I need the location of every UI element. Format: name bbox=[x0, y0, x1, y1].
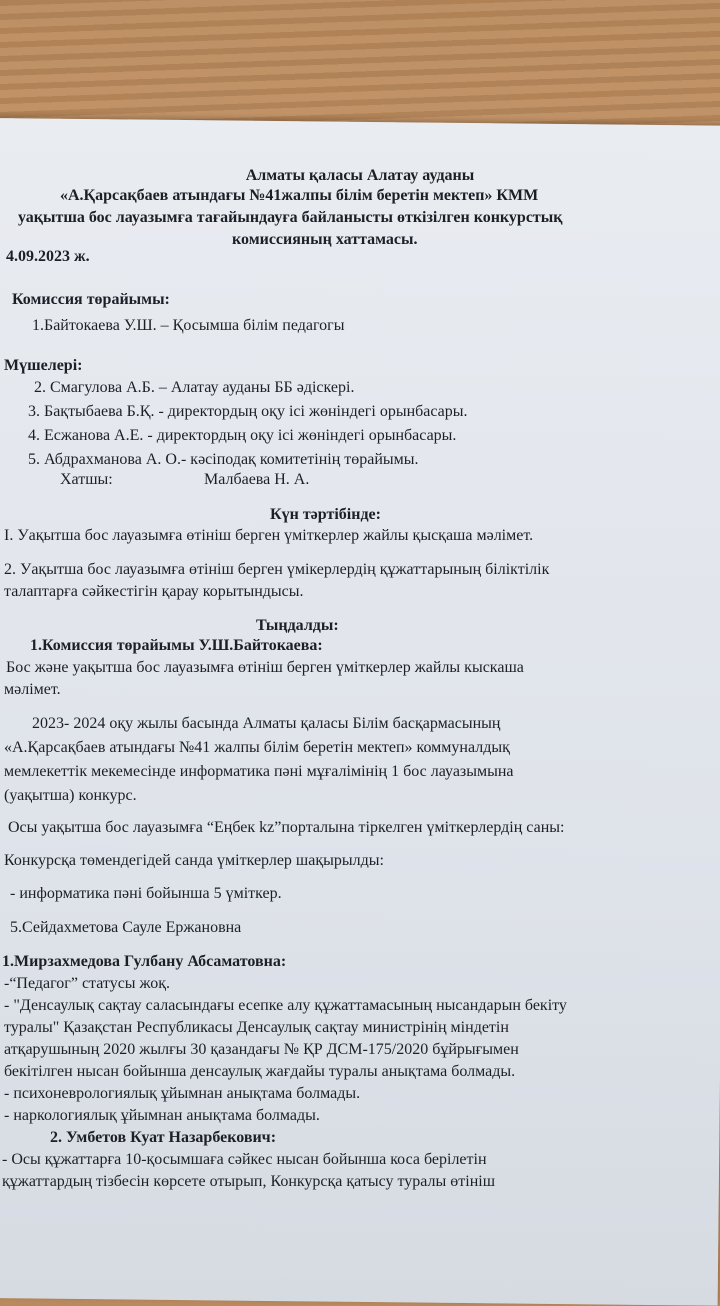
agenda-heading: Күн тәртібінде: bbox=[270, 506, 381, 523]
secretary-label: Хатшы: bbox=[60, 471, 113, 488]
member-item: 2. Смагулова А.Б. – Алатау ауданы ББ әдіскері. bbox=[34, 379, 355, 396]
header-line-3: уақытша бос лауазымға тағайындауға байланысты өткізілген конкурстық bbox=[18, 209, 563, 226]
member-item: 3. Бақтыбаева Б.Қ. - директордың оқу ісі жөніндегі орынбасары. bbox=[28, 403, 468, 420]
registered-count-line: Осы уақытша бос лауазымға “Еңбек kz”порталына тіркелген үміткерлердің саны: bbox=[8, 819, 565, 836]
heard-paragraph-line-2: «А.Қарсақбаев атындағы №41 жалпы білім беретін мектеп» коммуналдық bbox=[4, 739, 510, 756]
document-date: 4.09.2023 ж. bbox=[6, 248, 90, 265]
agenda-item-1: I. Уақытша бос лауазымға өтініш берген үміткерлер жайлы қысқаша мәлімет. bbox=[4, 527, 534, 544]
heard-paragraph-line-1: 2023- 2024 оқу жылы басында Алматы қаласы Білім басқармасының bbox=[32, 715, 501, 732]
candidate-1-line: туралы" Қазақстан Республикасы Денсаулық сақтау министрінің міндетін bbox=[4, 1019, 509, 1036]
members-heading: Мүшелері: bbox=[4, 357, 83, 374]
candidate-2-name: 2. Умбетов Куат Назарбекович: bbox=[50, 1129, 277, 1146]
candidate-2-line: құжаттардың тізбесін көрсете отырып, Конкурсқа қатысу туралы өтініш bbox=[2, 1173, 496, 1190]
candidate-1-line: атқарушының 2020 жылғы 30 қазандағы № ҚР ДСМ-175/2020 бұйрығымен bbox=[4, 1041, 519, 1058]
secretary-name: Малбаева Н. А. bbox=[204, 471, 310, 488]
candidate-1-line: - "Денсаулық сақтау саласындағы есепке алу құжаттамасының нысандарын бекіту bbox=[4, 997, 567, 1014]
invited-line: Конкурсқа төмендегідей санда үміткерлер шақырылды: bbox=[4, 852, 384, 869]
agenda-item-2-line-1: 2. Уақытша бос лауазымға өтініш берген үмікерлердің құжаттарының біліктілік bbox=[4, 561, 550, 578]
chair-name: 1.Байтокаева У.Ш. – Қосымша білім педагогы bbox=[32, 317, 345, 334]
header-line-2: «А.Қарсақбаев атындағы №41жалпы білім беретін мектеп» КММ bbox=[60, 187, 539, 204]
candidate-1-line: бекітілген нысан бойынша денсаулық жағдайы туралы анықтама болмады. bbox=[4, 1063, 516, 1080]
candidate-1-name: 1.Мирзахмедова Гулбану Абсаматовна: bbox=[2, 953, 287, 970]
heard-intro-line-1: Бос және уақытша бос лауазымға өтініш берген үміткерлер жайлы кыскаша bbox=[6, 659, 524, 676]
candidate-1-line: - наркологиялық ұйымнан анықтама болмады. bbox=[4, 1107, 320, 1124]
candidate-1-line: -“Педагог” статусы жоқ. bbox=[4, 975, 170, 992]
agenda-item-2-line-2: талаптарға сәйкестігін қарау корытындысы. bbox=[4, 583, 304, 600]
candidate-2-line: - Осы құжаттарға 10-қосымшаға сәйкес нысан бойынша коса берілетін bbox=[2, 1151, 487, 1168]
heard-heading: Тыңдалды: bbox=[256, 617, 339, 634]
header-line-1: Алматы қаласы Алатау ауданы bbox=[245, 167, 475, 184]
candidate-1-line: - психоневрологиялық ұйымнан анықтама болмады. bbox=[4, 1085, 361, 1102]
member-item: 5. Абдрахманова А. О.- кәсіподақ комитетінің төрайымы. bbox=[28, 451, 419, 468]
heard-intro-line-2: мәлімет. bbox=[4, 681, 61, 698]
header-line-4: комиссияның хаттамасы. bbox=[232, 231, 418, 248]
heard-paragraph-line-3: мемлекеттік мекемесінде информатика пәні мұғалімінің 1 бос лауазымына bbox=[4, 763, 514, 780]
candidate-5-line: 5.Сейдахметова Сауле Ержановна bbox=[10, 919, 242, 936]
heard-speaker: 1.Комиссия төрайымы У.Ш.Байтокаева: bbox=[30, 637, 323, 654]
chair-heading: Комиссия төрайымы: bbox=[12, 291, 170, 308]
member-item: 4. Есжанова А.Е. - директордың оқу ісі жөніндегі орынбасары. bbox=[28, 427, 457, 444]
heard-paragraph-line-4: (уақытша) конкурс. bbox=[4, 787, 137, 804]
subject-line: - информатика пәні бойынша 5 үміткер. bbox=[10, 885, 282, 902]
